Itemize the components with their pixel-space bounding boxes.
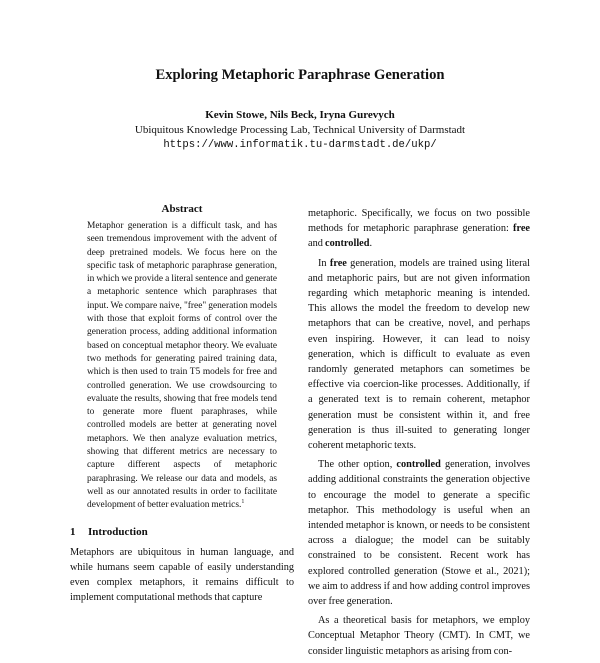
abstract-footnote-mark[interactable]: 1 (241, 499, 245, 506)
right-paragraph-2 (308, 256, 530, 454)
p1-end: . (369, 238, 373, 250)
paper-authors: Kevin Stowe, Nils Beck, Iryna Gurevych (205, 109, 395, 121)
intro-heading (70, 526, 294, 538)
p2-bold-free: free (329, 257, 347, 269)
p1-bold-controlled: controlled (325, 238, 370, 250)
intro-section-title: Introduction (88, 525, 148, 538)
p2-text: generation, models are trained using literal and metaphoric pairs, but are not given information regarding which metaphoric meaning is intended. This allows the model the freedom to develop new metaphors that can be creative, novel, and perhaps even inspiring. However, it can lead to noisy generation, which is difficult to evaluate as even randomly generated metaphors can sometimes be effective via coercion-like processes. Additionally, if a generated text is to remain coherent, metaphor generation must be consistent within it, and free generation is thus ill-suited to generating longer coherent metaphoric texts. (308, 257, 530, 452)
abstract-text (87, 220, 277, 513)
intro-paragraph: Metaphors are ubiquitous in human language, and while humans seem capable of easily understanding even complex metaphors, it remains difficult to implement computational methods that capture (70, 546, 294, 604)
p3-bold-controlled: controlled (396, 459, 441, 471)
p1-and: and (308, 238, 326, 250)
paper-url[interactable]: https://www.informatik.tu-darmstadt.de/ukp/ (163, 139, 437, 151)
left-column (70, 203, 294, 605)
p1-bold-free: free (513, 223, 530, 235)
right-paragraph-3 (308, 457, 530, 609)
p3-start: The other option, (318, 459, 397, 471)
right-paragraph-4: As a theoretical basis for metaphors, we employ Conceptual Metaphor Theory (CMT). In CMT, we consider linguistic metaphors as arising from con- (308, 615, 530, 657)
p3-text: generation, involves adding additional constraints the generation objective to encourage the model to generate a specific metaphor. This methodology is useful when an intended metaphor is known, or needs to be consistent across a dialogue; the model can be suitably constrained to be consistent. Recent work has explored controlled generation (Stowe et al., 2021); we aim to address if and how adding control improves over free generation. (308, 459, 530, 608)
intro-section-number: 1 (70, 525, 76, 538)
p1-text: metaphoric. Specifically, we focus on two possible methods for metaphoric paraphrase generation: (308, 208, 530, 235)
paper-affiliation: Ubiquitous Knowledge Processing Lab, Technical University of Darmstadt (134, 124, 466, 136)
right-paragraph-1 (308, 206, 530, 252)
abstract-body: Metaphor generation is a difficult task, and has seen tremendous improvement with the advent of deep pretrained models. We focus here on the specific task of metaphoric paraphrase generation, in which we provide a literal sentence and generate a metaphoric sentence which paraphrases that input. We compare naive, "free" generation models with those that exploit forms of control over the generation process, adding additional information based on conceptual metaphor theory. We evaluate two methods for generating paired training data, which is then used to train T5 models for free and controlled generation. We use crowdsourcing to evaluate the results, showing that free models tend to generate more fluent paraphrases, while controlled models are better at generating novel metaphors. We then analyze evaluation metrics, showing that different metrics are necessary to capture different aspects of metaphoric paraphrasing. We release our data and models, as well as our annotated results in order to facilitate development of better evaluation metrics. (87, 221, 277, 511)
paper-title: Exploring Metaphoric Paraphrase Generation (155, 67, 445, 83)
p2-in: In (318, 257, 330, 269)
right-column (308, 206, 530, 663)
abstract-heading: Abstract (161, 203, 203, 215)
